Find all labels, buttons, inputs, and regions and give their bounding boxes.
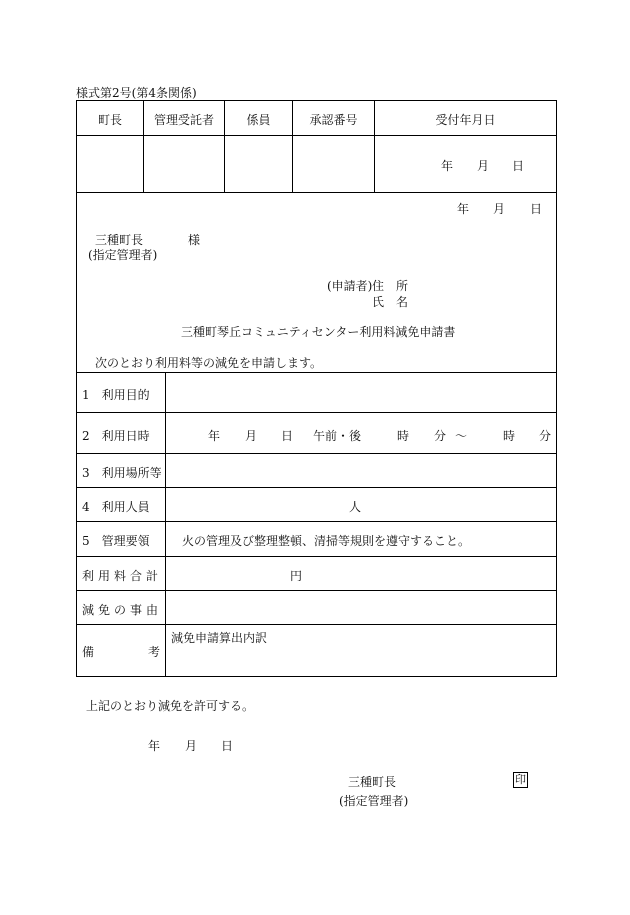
header-mayor: 町長: [97, 113, 122, 127]
application-year: 年: [457, 202, 470, 216]
detail-label-divider: [165, 372, 166, 676]
approval-day: 日: [221, 739, 234, 753]
datetime-minute-end: 分: [539, 429, 552, 443]
table-border-top: [76, 100, 557, 101]
detail-row-divider: [76, 521, 557, 522]
header-reception-date: 受付年月日: [435, 113, 496, 127]
header-staff: 係員: [246, 113, 271, 127]
datetime-hour-end: 時: [503, 429, 516, 443]
header-row-divider: [76, 135, 557, 136]
row-label-remarks-left: 備: [82, 645, 95, 659]
detail-row-divider: [76, 624, 557, 625]
applicant-address-label: 住 所: [372, 279, 409, 293]
row-label-attendees: 4 利用人員: [82, 500, 150, 514]
datetime-hour: 時: [397, 429, 410, 443]
applicant-name-label: 氏 名: [372, 295, 409, 309]
row-label-location: 3 利用場所等: [82, 466, 162, 480]
document-title: 三種町琴丘コミュニティセンター利用料減免申請書: [181, 325, 456, 339]
row-label-exemption-reason: 減免の事由: [82, 603, 163, 617]
addressee-honorific: 様: [188, 233, 201, 247]
fee-total-unit: 円: [290, 569, 303, 583]
management-rules-text: 火の管理及び整理整頓、清掃等規則を遵守すること。: [182, 534, 471, 548]
remarks-text: 減免申請算出内訳: [171, 631, 268, 645]
approval-text: 上記のとおり減免を許可する。: [86, 699, 255, 713]
datetime-ampm: 午前・後: [313, 429, 362, 443]
detail-row-divider: [76, 556, 557, 557]
detail-row-divider: [76, 590, 557, 591]
header-table-bottom: [76, 192, 557, 193]
approval-name: 三種町長: [348, 775, 397, 789]
detail-row-divider: [76, 412, 557, 413]
seal-mark: 印: [515, 773, 526, 786]
row-label-management-rules: 5 管理要領: [82, 534, 150, 548]
datetime-year: 年: [208, 429, 221, 443]
addressee-sub: (指定管理者): [88, 248, 158, 262]
application-day: 日: [530, 202, 543, 216]
detail-row-divider: [76, 487, 557, 488]
form-label: 様式第2号(第4条関係): [76, 86, 197, 100]
reception-day: 日: [512, 159, 525, 173]
datetime-minute: 分: [434, 429, 447, 443]
reception-year: 年: [441, 159, 454, 173]
header-approval-number: 承認番号: [309, 113, 358, 127]
row-label-fee-total: 利用料合計: [82, 569, 163, 583]
row-label-datetime: 2 利用日時: [82, 429, 150, 443]
row-label-purpose: 1 利用目的: [82, 388, 150, 402]
approval-year: 年: [148, 739, 161, 753]
application-month: 月: [493, 202, 506, 216]
datetime-month: 月: [245, 429, 258, 443]
detail-table-bottom: [76, 676, 557, 677]
application-intro: 次のとおり利用料等の減免を申請します。: [95, 356, 323, 370]
attendees-unit: 人: [349, 500, 362, 514]
reception-month: 月: [477, 159, 490, 173]
datetime-tilde: ～: [455, 429, 468, 443]
applicant-prefix: (申請者): [327, 279, 373, 293]
row-label-remarks-right: 考: [148, 645, 161, 659]
addressee-name: 三種町長: [95, 233, 144, 247]
header-management-trustee: 管理受託者: [153, 113, 214, 127]
approval-sub: (指定管理者): [339, 794, 409, 808]
detail-table-top: [76, 372, 557, 373]
detail-row-divider: [76, 453, 557, 454]
datetime-day: 日: [281, 429, 294, 443]
approval-month: 月: [185, 739, 198, 753]
